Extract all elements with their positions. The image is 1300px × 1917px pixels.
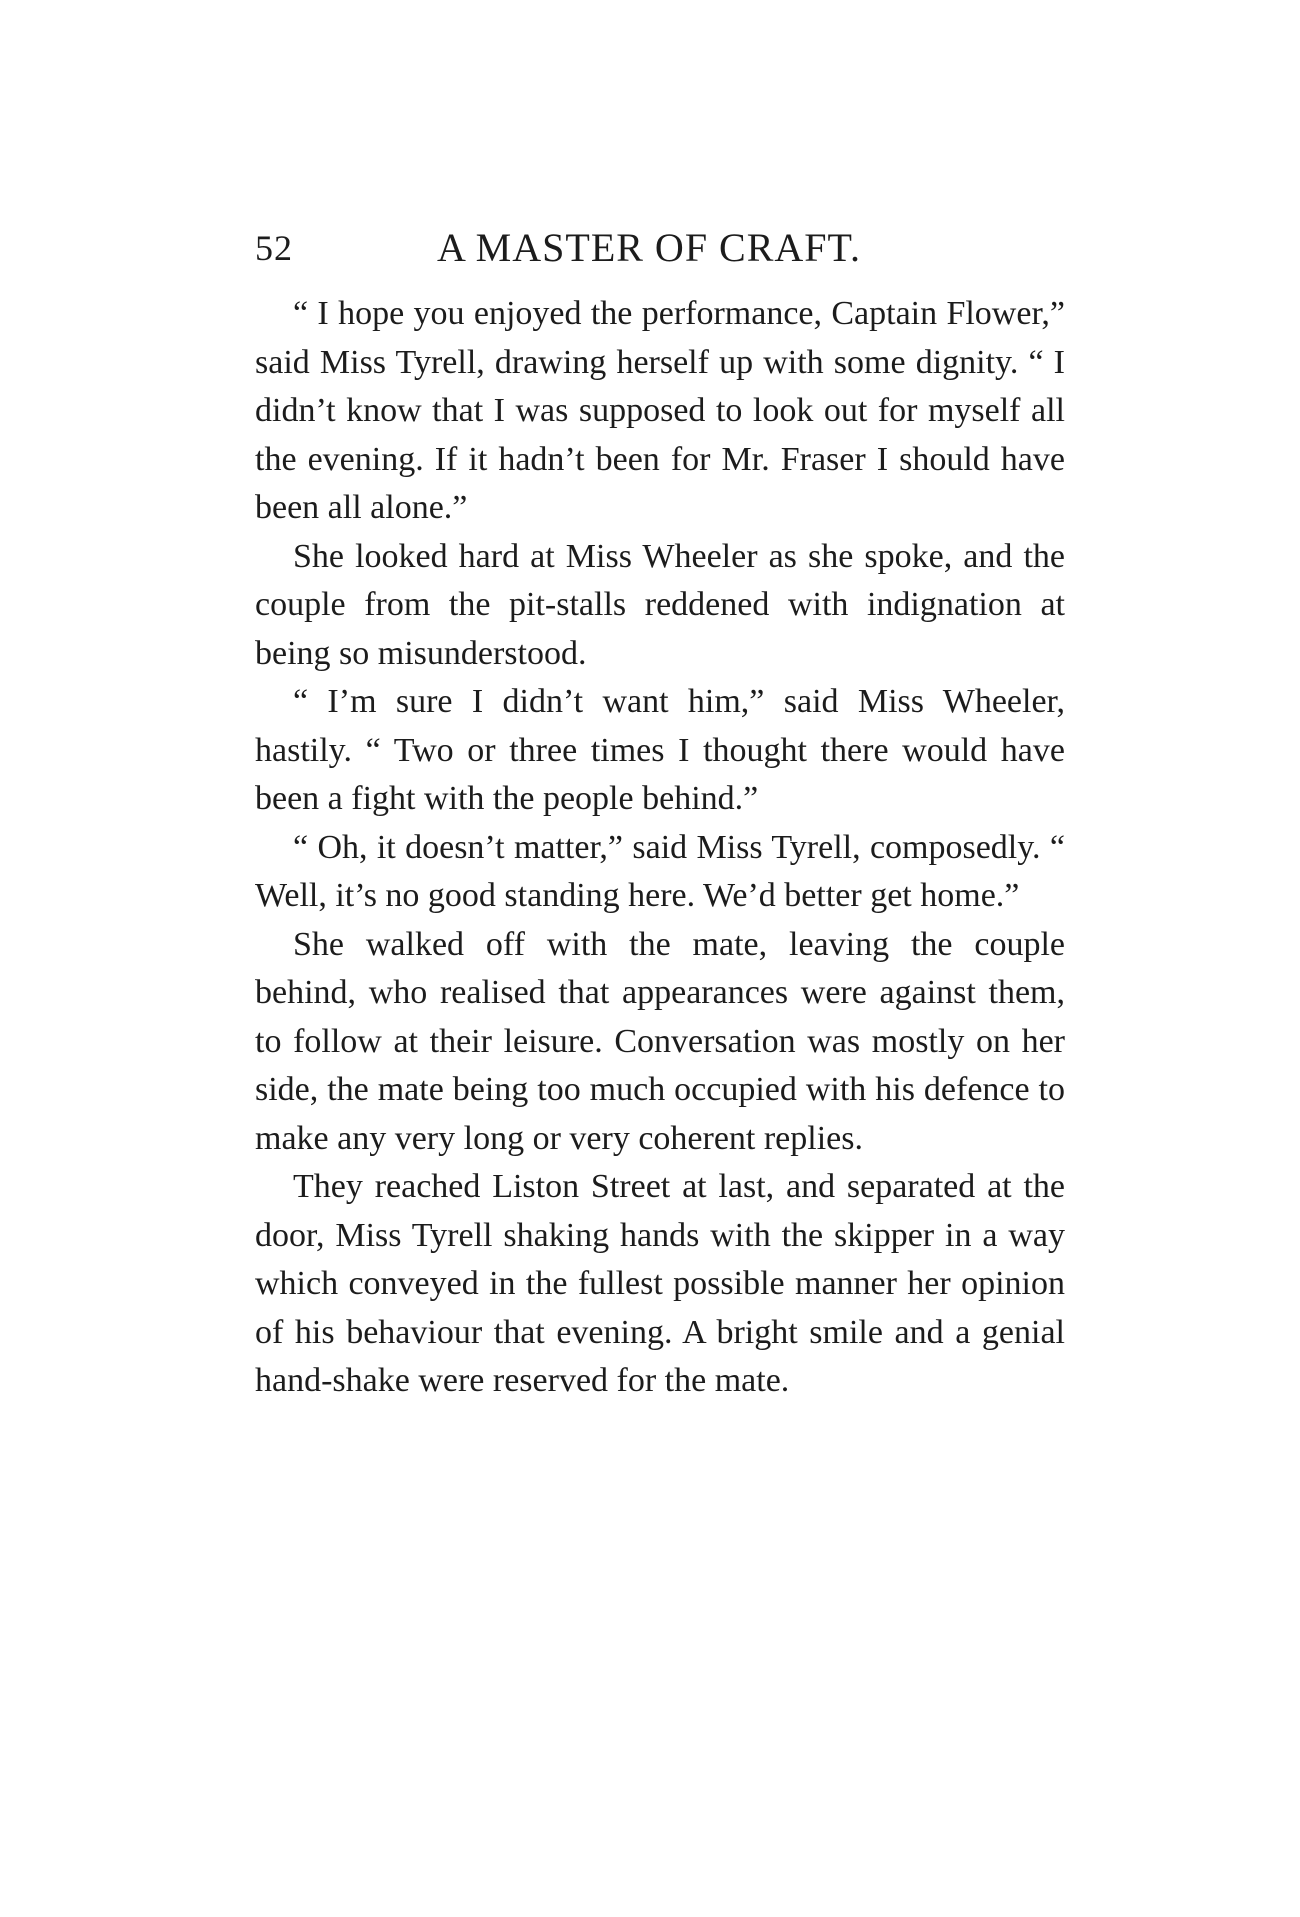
paragraph: “ I hope you enjoyed the performance, Captain Flower,” said Miss Tyrell, drawing herself up with some dignity. “ I didn’t know that I was supposed to look out for myself all the evening. If it hadn’t been for Mr. Fraser I should have been all alone.” [255, 295, 1065, 526]
running-head [255, 218, 1075, 278]
paragraph: She walked off with the mate, leaving the couple behind, who realised that appearances were against them, to follow at their leisure. Conversation was mostly on her side, the mate being too much occupied with his defence to make any very long or very coherent replies. [255, 925, 1065, 1157]
running-title: A MASTER OF CRAFT. [437, 225, 862, 270]
page-number: 52 [255, 228, 293, 268]
paragraph: They reached Liston Street at last, and separated at the door, Miss Tyrell shaking hands with the skipper in a way which conveyed in the fullest possible manner her opinion of his behaviour that evening. A bright smile and a genial hand-shake were reserved for the mate. [255, 1168, 1065, 1399]
paragraph: She looked hard at Miss Wheeler as she spoke, and the couple from the pit-stalls reddened with indignation at being so misunderstood. [255, 537, 1065, 672]
paragraph: “ Oh, it doesn’t matter,” said Miss Tyrell, composedly. “ Well, it’s no good standing here. We’d better get home.” [255, 828, 1065, 914]
paragraph: “ I’m sure I didn’t want him,” said Miss Wheeler, hastily. “ Two or three times I thought there would have been a fight with the people behind.” [255, 683, 1065, 817]
body-text [255, 290, 1065, 1406]
